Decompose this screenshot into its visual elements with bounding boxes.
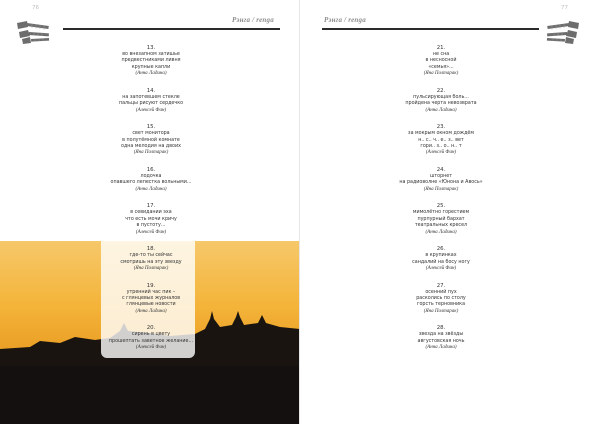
poem-line: утренний час пик – [126,289,176,295]
poem-number: 23. [436,124,446,131]
poem-line: с глянцевых журналов [121,296,181,302]
poem-author: (Алексей Фан) [135,345,167,351]
poem-line: не сна [432,52,450,57]
poem-line: театральных кресел [414,223,468,229]
poem-author: (Алексей Фан) [425,150,457,156]
poem-number: 27. [436,282,446,289]
poem-line: за мокрым окном дождём [408,131,474,137]
poem-author: (Анна Ладина) [135,308,167,314]
poem-item [356,124,526,157]
poem-number: 26. [436,246,446,253]
poem-column [66,45,236,362]
poem-number: 13. [146,45,156,51]
poem-author: (Анна Ладина) [425,345,457,351]
poem-author: (Алексей Фан) [135,229,167,235]
poem-line: н.. с.. ч.. е.. з.. вет [418,137,464,143]
poem-number: 25. [436,203,446,210]
poem-line: смотришь на эту звезду [120,259,182,265]
poem-line: в несносной [425,58,457,64]
poem-line: расколись по столу [416,296,466,302]
running-head: Рэнга / renga [232,16,274,24]
poem-author: (Яна Полтарак) [423,186,459,192]
poem-line: где-то ты сейчас [129,253,173,259]
poem-line: пройдена черта невозврата [405,101,477,107]
poem-number: 17. [146,203,156,210]
poem-item [356,325,526,351]
poem-line: в полутёмной комнате [122,137,180,143]
poem-line: лодочка [140,174,162,180]
poem-line: пульсирующая боль... [413,94,469,100]
poem-line: звезда на звёзды [418,332,464,338]
poem-author: (Яна Полтарак) [423,308,459,314]
poem-line: пурпурный бархат [417,216,465,222]
poem-number: 28. [436,325,446,332]
poem-item [66,203,236,236]
poem-line: в севидании эха [130,210,172,216]
poem-item [356,88,526,114]
poem-author: (Яна Полтарак) [133,150,169,156]
poem-item [66,45,236,78]
poem-number: 18. [146,246,156,253]
poem-line: сандалий на босу ногу [412,259,470,265]
screws-logo-icon [542,19,582,45]
poem-line: горсть терновника [416,302,466,308]
poem-line: предвестниками ливня [121,58,181,64]
screws-logo-icon [14,19,54,45]
poem-author: (Анна Ладина) [425,229,457,235]
poem-author: (Алексей Фан) [135,107,167,113]
poem-line: пальцы рисуют сердечко [118,101,184,107]
poem-line: шторнет [429,174,453,180]
poem-author: (Яна Полтарак) [133,266,169,272]
poem-line: в крупинках [425,253,457,259]
poem-line: сирень в цвету [131,332,171,338]
poem-author: (Яна Полтарак) [423,71,459,77]
poem-line: глянцевые новости [126,302,176,308]
poem-number: 22. [436,87,446,94]
poem-line: свет монитора [132,131,170,137]
poem-line: опавшего лепестка вольными... [110,180,192,186]
poem-line: в пустоту... [136,223,166,229]
poem-line: гори.. з.. о.. н.. т [420,144,462,150]
poem-line: одна мелодия на двоих [121,144,181,150]
poem-number: 21. [436,45,446,51]
header-rule [63,28,280,30]
poem-line: прошептать заветное желание... [108,338,194,344]
poem-author: (Анна Ладина) [135,186,167,192]
poem-author: (Анна Ладина) [425,107,457,113]
poem-item [356,283,526,316]
poem-line: во внезапном затишье [122,52,180,57]
poem-line: что есть мочи кричу [125,216,177,222]
poem-line: на запотевшем стекле [122,94,180,100]
poem-line: мимолётно горестием [412,210,470,216]
page-number: 76 [32,5,39,11]
poem-item [66,283,236,316]
poem-number: 14. [146,87,156,94]
poem-number: 16. [146,167,156,174]
running-head: Рэнга / renga [324,16,366,24]
poem-line: крупные капли [131,64,171,70]
poem-item [66,167,236,193]
poem-item [356,246,526,272]
right-page [300,0,600,424]
poem-column [356,45,526,362]
poem-number: 19. [146,282,156,289]
poem-number: 24. [436,167,446,174]
page-number: 77 [561,5,568,11]
poem-number: 15. [146,124,156,131]
poem-item [66,325,236,351]
poem-item [66,246,236,272]
header-rule [322,28,539,30]
poem-line: «семья»... [428,64,454,70]
poem-item [66,124,236,157]
poem-item [356,167,526,193]
poem-author: (Анна Ладина) [135,71,167,77]
poem-item [356,45,526,78]
poem-line: августовская ночь [417,338,465,344]
poem-number: 20. [146,325,156,332]
poem-author: (Алексей Фан) [425,266,457,272]
poem-item [66,88,236,114]
poem-item [356,203,526,236]
poem-line: на радиоволне «Юнона и Авось» [399,180,483,186]
poem-line: осенний пух [425,289,457,295]
